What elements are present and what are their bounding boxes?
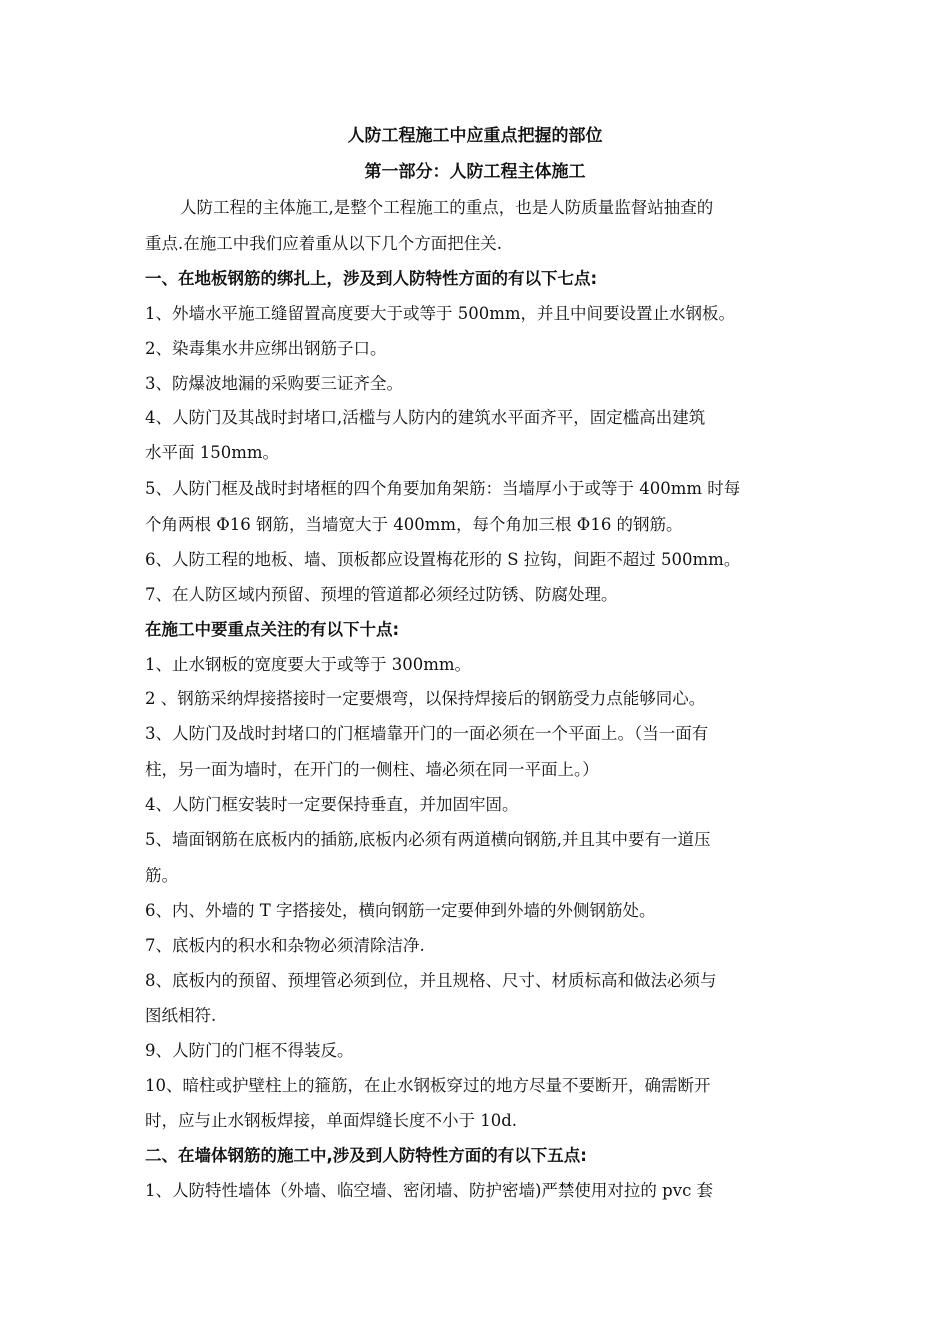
list-item: 个角两根 Φ16 钢筋，当墙宽大于 400mm，每个角加三根 Φ16 的钢筋。 (145, 515, 683, 534)
document-subtitle: 第一部分：人防工程主体施工 (364, 162, 586, 182)
list-item: 7、在人防区域内预留、预埋的管道都必须经过防锈、防腐处理。 (145, 585, 618, 604)
list-item: 4、人防门及其战时封堵口,活槛与人防内的建筑水平面齐平，固定槛高出建筑 (145, 408, 706, 427)
list-item: 6、内、外墙的 T 字搭接处，横向钢筋一定要伸到外墙的外侧钢筋处。 (145, 901, 656, 920)
section-heading: 二、在墙体钢筋的施工中,涉及到人防特性方面的有以下五点: (145, 1146, 587, 1165)
list-item: 图纸相符. (145, 1006, 217, 1025)
list-item: 3、防爆波地漏的采购要三证齐全。 (145, 374, 403, 393)
list-item: 时，应与止水钢板焊接，单面焊缝长度不小于 10d. (145, 1111, 518, 1130)
document-title: 人防工程施工中应重点把握的部位 (347, 126, 603, 146)
list-item: 筋。 (145, 866, 178, 885)
list-item: 9、人防门的门框不得装反。 (145, 1041, 354, 1060)
list-item: 2 、钢筋采纳焊接搭接时一定要煨弯，以保持焊接后的钢筋受力点能够同心。 (145, 689, 706, 708)
list-item: 2、染毒集水井应绑出钢筋子口。 (145, 339, 387, 358)
list-item: 6、人防工程的地板、墙、顶板都应设置梅花形的 S 拉钩，间距不超过 500mm。 (145, 550, 741, 569)
list-item: 柱，另一面为墙时，在开门的一侧柱、墙必须在同一平面上。） (145, 760, 599, 779)
list-item: 水平面 150mm。 (145, 443, 280, 462)
section-heading: 在施工中要重点关注的有以下十点: (145, 620, 400, 639)
section-heading: 一、在地板钢筋的绑扎上，涉及到人防特性方面的有以下七点: (145, 269, 598, 288)
intro-line: 人防工程的主体施工,是整个工程施工的重点，也是人防质量监督站抽查的 (180, 198, 714, 217)
list-item: 1、人防特性墙体（外墙、临空墙、密闭墙、防护密墙)严禁使用对拉的 pvc 套 (145, 1181, 714, 1200)
list-item: 10、暗柱或护壁柱上的箍筋，在止水钢板穿过的地方尽量不要断开，确需断开 (145, 1076, 711, 1095)
list-item: 8、底板内的预留、预埋管必须到位，并且规格、尺寸、材质标高和做法必须与 (145, 971, 717, 990)
list-item: 5、墙面钢筋在底板内的插筋,底板内必须有两道横向钢筋,并且其中要有一道压 (145, 830, 711, 849)
list-item: 1、止水钢板的宽度要大于或等于 300mm。 (145, 655, 472, 674)
list-item: 4、人防门框安装时一定要保持垂直，并加固牢固。 (145, 795, 519, 814)
list-item: 5、人防门框及战时封堵框的四个角要加角架筋：当墙厚小于或等于 400mm 时每 (145, 479, 741, 498)
intro-line: 重点.在施工中我们应着重从以下几个方面把住关. (145, 234, 502, 253)
list-item: 3、人防门及战时封堵口的门框墙靠开门的一面必须在一个平面上。（当一面有 (145, 724, 709, 743)
list-item: 1、外墙水平施工缝留置高度要大于或等于 500mm，并且中间要设置止水钢板。 (145, 304, 736, 323)
list-item: 7、底板内的积水和杂物必须清除洁净. (145, 936, 425, 955)
